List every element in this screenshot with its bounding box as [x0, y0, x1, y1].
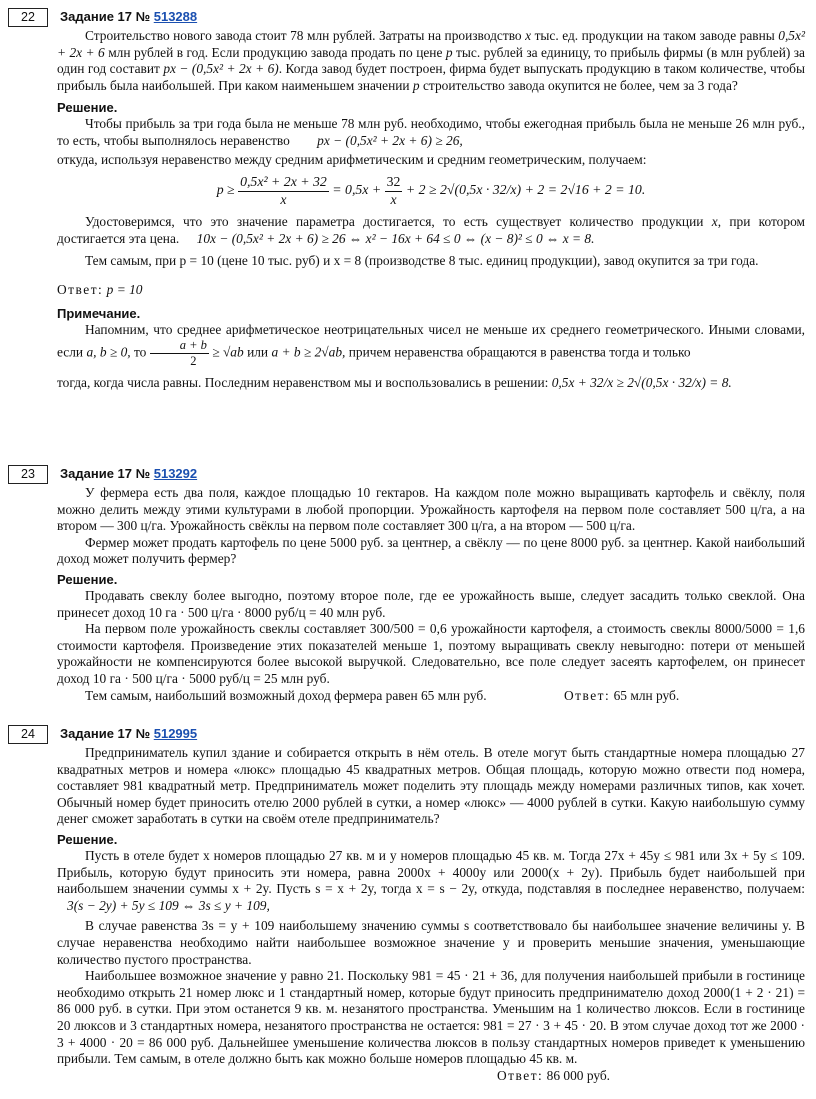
solution-text: На первом поле урожайность свеклы составляет 300/500 = 0,6 урожайности картофеля, а стоимость свеклы 8000/5000 = 1,6 стоимости картофеля. Произведение этих показателей меньше 1, поэтому выращивать свеклу невыгодно: потери от меньшей урожайности не компенсируются более высокой выручкой. Следовательно, все поле следует засеять картофелем, он принесет доход 10 га · 500 ц/га · 5000 руб/ц = 25 млн руб. [57, 621, 805, 686]
task-id-link[interactable]: 512995 [153, 726, 198, 741]
task-body [57, 745, 805, 1084]
task-id-link[interactable]: 513292 [153, 466, 198, 481]
answer-label: Ответ: [563, 687, 611, 703]
fraction: $\frac{32}{x}$ [386, 174, 401, 207]
solution-text: Тем самым, наибольший возможный доход фермера равен 65 млн руб. Ответ: 65 млн руб. [85, 687, 680, 703]
amgm-formula: p ≥ $\frac{\text{0,5x² + 2x + 32}}{x}$ = 0,5x + $\frac{32}{x}$ + 2 ≥ 2√(0,5x · 32/x) + 2 = 2√16 + 2 = 10. [216, 174, 646, 207]
problem-text: Строительство нового завода стоит 78 млн рублей. Затраты на производство x тыс. ед. продукции на таком заводе равны 0,5x² + 2x + 6 млн рублей в год. Если продукцию завода продать по цене p тыс. рублей за единицу, то прибыль фирмы (в млн рублей) за один год составит px − (0,5x² + 2x + 6). Когда завод будет построен, фирма будет выпускать продукцию в таком количестве, чтобы прибыль была наибольшей. При каком наименьшем значении p строительство завода окупится не более, чем за 3 года? [57, 28, 805, 93]
solution-text: В случае равенства 3s = y + 109 наибольшему значению суммы s соответствовало бы наибольшее значение величины y. В случае неравенства необходимо найти наибольшее возможное значение y и проверить меньшие значения, уменьшающие количество пустого пространства. [57, 918, 805, 967]
cost-expression: 0,5x² + 2x + 6 [57, 28, 805, 60]
solution-text: Продавать свеклу более выгодно, поэтому второе поле, где ее урожайность выше, следует засадить только свеклой. Она принесет доход 10 га · 500 ц/га · 8000 руб/ц = 40 млн руб. [57, 587, 805, 620]
task-heading [60, 465, 197, 483]
problem-text: У фермера есть два поля, каждое площадью 10 гектаров. На каждом поле можно выращивать картофель и свёклу, поля можно делить между этими культурами в любой пропорции. Урожайность картофеля на первом поле составляет 500 ц/га, а на втором — 300 ц/га. Урожайность свёклы на первом поле составляет 300 ц/га, а на втором — 500 ц/га. [57, 485, 805, 534]
task-heading-prefix: Задание 17 № [60, 9, 151, 24]
fraction: $\frac{\text{0,5x² + 2x + 32}}{x}$ [240, 174, 327, 207]
solution-text: Чтобы прибыль за три года была не меньше 78 млн руб. необходимо, чтобы ежегодная прибыль была не меньше 26 млн руб., то есть, чтобы выполнялось неравенство px − (0,5x² + 2x + 6) ≥ 26, [57, 116, 805, 148]
problem-text: Фермер может продать картофель по цене 5000 руб. за центнер, а свёклу — по цене 8000 руб. за центнер. Какой наибольший доход может получить фермер? [57, 534, 805, 567]
formula: px − (0,5x² + 2x + 6) ≥ 26, [317, 132, 463, 148]
task-heading-prefix: Задание 17 № [60, 466, 151, 481]
note-label: Примечание. [57, 305, 141, 321]
answer [564, 688, 679, 703]
task-number-box: 24 [8, 725, 48, 744]
task-number-box: 23 [8, 465, 48, 484]
solution-text: откуда, используя неравенство между средним арифметическим и средним геометрическим, получаем: [57, 151, 647, 167]
formula: 0,5x + 32/x ≥ 2√(0,5x · 32/x) = 8. [551, 375, 732, 391]
answer-value: 65 млн руб. [613, 687, 680, 703]
answer [57, 1068, 805, 1085]
solution-text: Удостоверимся, что это значение параметра достигается, то есть существует количество продукции x, при котором достигается эта цена. 10x − (0,5x² + 2x + 6) ≥ 26 ⇔ x² − 16x + 64 ≤ 0 ⇔ (x − 8)² ≤ 0 ⇔ x = 8. [57, 214, 805, 246]
answer-value: 86 000 руб. [546, 1067, 611, 1083]
solution-text: Пусть в отеле будет x номеров площадью 27 кв. м и y номеров площадью 45 кв. м. Тогда 27x + 45y ≤ 981 или 3x + 5y ≤ 109. Прибыль, которую будут приносить эти номера, равна 2000x + 4000y или 2000(x + 2y). Прибыль будет наибольшей при наибольшем значении суммы x + 2y. Пусть s = x + 2y, тогда x = s − 2y, откуда, подставляя в последнее неравенство, получаем: 3(s − 2y) + 5y ≤ 109 ⇔ 3s ≤ y + 109, [57, 847, 805, 913]
task-number-box: 22 [8, 8, 48, 27]
solution-label: Решение. [57, 100, 118, 116]
solution-text: Тем самым, при p = 10 (цене 10 тыс. руб) и x = 8 (производстве 8 тыс. единиц продукции), завод окупится за три года. [85, 253, 759, 269]
profit-expression: px − (0,5x² + 2x + 6) [163, 61, 279, 77]
task-heading [60, 8, 197, 26]
answer [57, 282, 805, 299]
answer-value: p = 10 [106, 282, 143, 298]
solution-text: Наибольшее возможное значение y равно 21. Поскольку 981 = 45 · 21 + 36, для получения наибольшей прибыли в гостинице необходимо открыть 21 номер люкс и 1 стандартный номер, которые будут приносить предпринимателю доход 2000(1 + 2 · 21) = 86 000 руб. в сутки. При этом останется 9 кв. м. незанятого пространства. Уменьшим на 1 количество люксов. Если в гостинице 20 люксов и 3 стандартных номера, незанятого пространства не остается: 981 = 27 · 3 + 45 · 20. В этом случае доход тот же 2000 · 3 + 4000 · 20 = 86 000 руб. Дальнейшее уменьшение количества люксов в пользу стандартных номеров приведет к уменьшению прибыли. Тем самым, в отеле должно быть как можно больше номеров площадью 45 кв. м. [57, 968, 805, 1067]
solution-label: Решение. [57, 831, 118, 847]
note-text: Напомним, что среднее арифметическое неотрицательных чисел не меньше их среднего геометрического. Иными словами, если a, b ≥ 0, то $\frac{a + b}{2}$ ≥ √ab или a + b ≥ 2√ab, причем неравенства обращаются в равенства тогда и только [57, 321, 805, 369]
fraction: $\frac{a + b}{2}$ [150, 338, 209, 369]
problem-text: Предприниматель купил здание и собирается открыть в нём отель. В отеле могут быть стандартные номера площадью 27 квадратных метров и номера «люкс» площадью 45 квадратных метров. Общая площадь, которую можно отвести под номера, составляет 981 квадратный метр. Предприниматель может поделить эту площадь между номерами различных типов, как хочет. Обычный номер будет приносить отелю 2000 рублей в сутки, а номер «люкс» — 4000 рублей в сутки. Какую наибольшую сумму денег сможет заработать в сутки на своём отеле предприниматель? [57, 745, 805, 827]
note-text: тогда, когда числа равны. Последним неравенством мы и воспользовались в решении: 0,5x + 32/x ≥ 2√(0,5x · 32/x) = 8. [57, 375, 732, 391]
task-body [57, 485, 805, 704]
formula: 10x − (0,5x² + 2x + 6) ≥ 26 ⇔ x² − 16x + 64 ≤ 0 ⇔ (x − 8)² ≤ 0 ⇔ x = 8. [196, 230, 595, 246]
answer-label: Ответ: [497, 1067, 544, 1083]
task-body [57, 28, 805, 392]
solution-label: Решение. [57, 571, 118, 587]
answer-label: Ответ: [57, 282, 104, 298]
task-heading [60, 725, 197, 743]
task-id-link[interactable]: 513288 [153, 9, 198, 24]
formula: 3(s − 2y) + 5y ≤ 109 ⇔ 3s ≤ y + 109, [67, 897, 270, 913]
task-heading-prefix: Задание 17 № [60, 726, 151, 741]
